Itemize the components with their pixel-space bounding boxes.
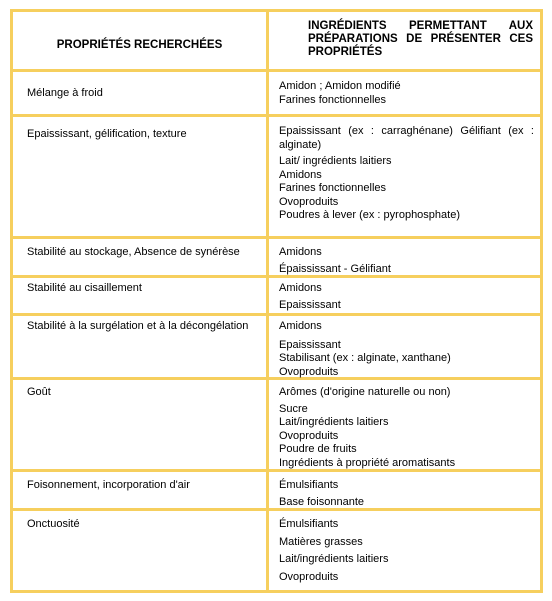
ingredient-item: Amidons — [279, 246, 322, 258]
row-divider — [13, 114, 540, 117]
ingredient-item: Epaississant (ex : carraghénane) Gélifiant (ex : alginate) — [279, 125, 534, 151]
ingredients-cell — [279, 125, 534, 223]
ingredient-item: Epaississant — [279, 298, 341, 311]
ingredient-item: Ovoproduits — [279, 429, 339, 442]
column-divider — [266, 12, 269, 590]
header-ingredients: INGRÉDIENTS PERMETTANT AUX PRÉPARATIONS DE PRÉSENTER CES PROPRIÉTÉS — [308, 20, 533, 58]
ingredients-cell — [279, 80, 534, 107]
ingredient-item: Ingrédients à propriété aromatisants — [279, 456, 456, 469]
ingredient-item: Sucre — [279, 402, 308, 415]
ingredient-item: Poudres à lever (ex : pyrophosphate) — [279, 209, 460, 221]
row-divider — [13, 313, 540, 316]
property-cell: Stabilité à la surgélation et à la décongélation — [27, 320, 249, 332]
ingredient-item: Farines fonctionnelles — [279, 93, 387, 106]
ingredient-item: Stabilisant (ex : alginate, xanthane) — [279, 352, 451, 364]
ingredient-item: Émulsifiants — [279, 479, 339, 491]
ingredients-cell — [279, 518, 534, 584]
ingredient-item: Lait/ingrédients laitiers — [279, 553, 389, 565]
ingredients-cell — [279, 479, 534, 509]
ingredients-cell — [279, 282, 534, 312]
properties-table — [10, 9, 543, 593]
ingredients-cell — [279, 246, 534, 276]
property-cell: Onctuosité — [27, 518, 80, 530]
row-divider — [13, 236, 540, 239]
ingredient-item: Farines fonctionnelles — [279, 182, 387, 194]
ingredients-cell — [279, 386, 534, 470]
property-cell: Mélange à froid — [27, 87, 103, 99]
ingredient-item: Poudre de fruits — [279, 443, 357, 455]
property-cell: Epaississant, gélification, texture — [27, 128, 187, 140]
ingredient-item: Lait/ingrédients laitiers — [279, 416, 389, 428]
ingredient-item: Ovoproduits — [279, 365, 339, 378]
ingredient-item: Ovoproduits — [279, 195, 339, 208]
property-cell: Foisonnement, incorporation d'air — [27, 479, 190, 491]
ingredient-item: Amidons — [279, 320, 322, 332]
ingredients-cell — [279, 320, 534, 379]
row-divider — [13, 69, 540, 72]
ingredient-item: Amidon ; Amidon modifié — [279, 80, 401, 92]
property-cell: Stabilité au cisaillement — [27, 282, 142, 294]
ingredient-item: Epaississant — [279, 338, 341, 351]
property-cell: Goût — [27, 386, 51, 398]
property-cell: Stabilité au stockage, Absence de synérèse — [27, 246, 240, 258]
ingredient-item: Matières grasses — [279, 535, 363, 548]
ingredient-item: Ovoproduits — [279, 570, 339, 583]
ingredient-item: Émulsifiants — [279, 518, 339, 530]
ingredient-item: Amidons — [279, 168, 322, 181]
ingredient-item: Base foisonnante — [279, 495, 365, 508]
header-properties: PROPRIÉTÉS RECHERCHÉES — [56, 39, 223, 51]
ingredient-item: Lait/ ingrédients laitiers — [279, 155, 392, 167]
ingredient-item: Épaississant - Gélifiant — [279, 262, 391, 275]
ingredient-item: Arômes (d'origine naturelle ou non) — [279, 386, 451, 398]
ingredient-item: Amidons — [279, 282, 322, 294]
